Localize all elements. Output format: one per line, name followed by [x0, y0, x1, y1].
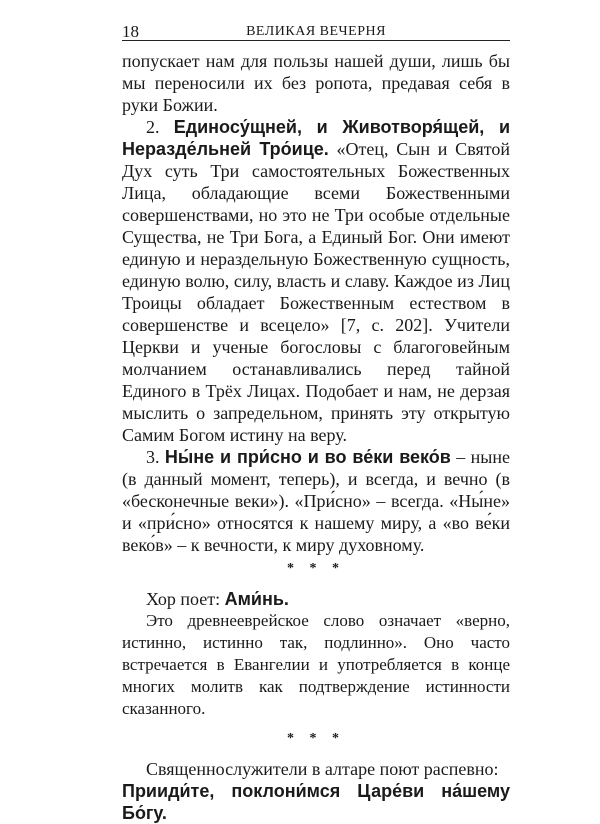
paragraph-continuation: попускает нам для пользы нашей души, лишь бы мы переносили их без ропота, предавая себя в руки Божии.	[122, 51, 510, 115]
trinity-term: Единосу́щней, и Животворя́щей, и Неразде́льней Тро́ице.	[122, 117, 511, 159]
clergy-line: Священнослужители в алтаре поют распевно:	[146, 759, 499, 779]
paragraph-now-and-ever: 3. Ны́не и при́сно и во ве́ки веко́в – ныне (в данный момент, теперь), и всегда, и вечно (в «бесконечные веки»). «При́сно» – всегда. «Ны́не» и «при́сно» относятся к нашему миру, а «во ве́ки веко́в» – к вечности, к миру духовному.	[122, 447, 511, 555]
page-body	[122, 50, 510, 824]
page-number: 18	[122, 22, 139, 41]
now-and-ever-term: Ны́не и при́сно и во ве́ки веко́в	[164, 447, 451, 467]
section-divider: * * *	[287, 731, 345, 746]
running-head: ВЕЛИКАЯ ВЕЧЕРНЯ	[246, 24, 386, 39]
header-rule	[122, 40, 510, 41]
choir-line: Хор поет: Ами́нь.	[146, 589, 289, 609]
amen-explanation: Это древнееврейское слово означает «верно, истинно, истинно так, подлинно». Оно часто встречается в Евангелии и употребляется в конце многих молитв как подтверждение истинности сказанного.	[122, 611, 510, 718]
paragraph-trinity: 2. Единосу́щней, и Животворя́щей, и Неразде́льней Тро́ице. «Отец, Сын и Святой Дух суть Три самостоятельных Божественных Лица, обладающие всеми Божественными совершенствами, но это не Три особые отдельные Существа, не Три Бога, а Единый Бог. Они имеют единую и нераздельную Божественную сущность, единую волю, силу, власть и славу. Каждое из Лиц Троицы обладает Божественным естеством в совершенстве и всецело» [7, с. 202]. Учители Церкви и ученые богословы с благоговейным молчанием останавливались перед тайной Единого в Трёх Лицах. Подобает и нам, не дерзая мыслить о запредельном, принять эту открытую Самим Богом истину на веру.	[122, 117, 511, 445]
prayer-line: Прииди́те, поклони́мся Царе́ви на́шему Бо́гу.	[122, 781, 510, 823]
section-divider: * * *	[287, 561, 345, 576]
page-header	[122, 22, 510, 42]
amen-term: Ами́нь.	[224, 589, 289, 609]
